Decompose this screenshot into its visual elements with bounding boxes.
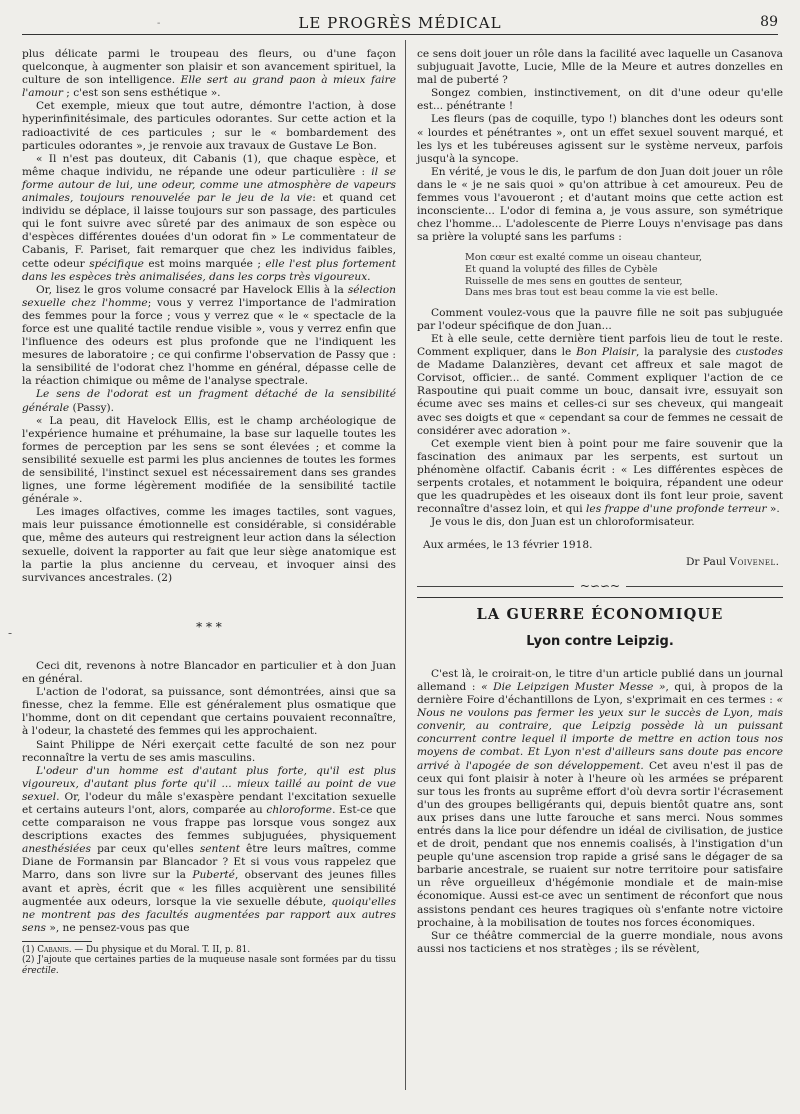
- paragraph: C'est là, le croirait-on, le titre d'un article publié dans un journal allemand : « Die Leipzigen Muster Messe », qui, à propos de la dernière Foire d'échantillons de Lyon, s'exprimait en ces termes : « Nous ne voulons pas fermer les yeux sur le succès de Lyon, mais convenir, au contraire, que Leipzig possède là un puissant concurrent contre lequel il importe de mettre en action tous nos moyens de combat. Et Lyon n'est d'ailleurs sans doute pas encore arrivé à l'apogée de son développement. Cet aveu n'est il pas de ceux qui font plaisir à noter à l'heure où les armées se préparent sur tous les fronts au suprême effort d'où devra sortir l'écrasement d'un des groupes belligérants qui, depuis bientôt quatre ans, sont aux prises dans une lutte farouche et sans merci. Nous sommes entrés dans la lice pour défendre un idéal de civilisation, de justice et de droit, pendant que nos ennemis coalisés, à l'instigation d'un peuple qu'une ascension trop rapide a grisé sans le dégager de sa barbarie ancestrale, se ruaient sur notre territoire pour satisfaire un rêve orgueilleux d'hégémonie mondiale et de main-mise économique. Aussi est-ce avec un sentiment de réconfort que nous assistons pendant ces heures tragiques où s'enfante notre victoire prochaine, à la mobilisation de toutes nos forces économiques.: [417, 667, 783, 929]
- poem-line: Dans mes bras tout est beau comme la vie est belle.: [465, 287, 719, 299]
- poem-line: Ruisselle de mes sens en gouttes de senteur,: [465, 275, 683, 287]
- column-divider: [405, 40, 406, 1090]
- right-column: [417, 48, 783, 956]
- page-number: 89: [760, 14, 778, 30]
- paragraph: Or, lisez le gros volume consacré par Havelock Ellis à la sélection sexuelle chez l'homme; vous y verrez l'importance de l'admiration des femmes pour la force ; vous y verrez que « le « spectacle de la force est une qualité tactile rendue visible », vous y verrez enfin que l'influence des odeurs est plus profonde que ne l'indiquent les mesures de laboratoire ; ce qui confirme l'observation de Passy que : la sensibilité de l'odorat chez l'homme en général, dépasse celle de la réaction chimique ou même de l'analyse spectrale.: [22, 283, 396, 388]
- article-title: Lyon contre Leipzig.: [526, 633, 674, 649]
- section-title: LA GUERRE ÉCONOMIQUE: [476, 605, 724, 623]
- section-stars: * * *: [196, 619, 222, 634]
- paragraph: « Il n'est pas douteux, dit Cabanis (1), que chaque espèce, et même chaque individu, ne répande une odeur particulière : il se forme autour de lui, une odeur, comme une atmosphère de vapeurs animales, toujours renouvelée par le jeu de la vie: et quand cet individu se déplace, il laisse toujours sur son passage, des particules qui le font suivre avec sûreté par des animaux de son espèce ou d'espèces différentes douées d'un odorat fin » Le commentateur de Cabanis, F. Pariset, fait remarquer que chez les individus faibles, cette odeur spécifique est moins marquée ; elle l'est plus fortement dans les espèces très animalisées, dans les corps très vigoureux.: [22, 152, 396, 283]
- divider-line-right: [626, 586, 783, 587]
- poem-line: Mon cœur est exalté comme un oiseau chanteur,: [465, 252, 703, 264]
- paragraph: Ceci dit, revenons à notre Blancador en particulier et à don Juan en général.: [22, 659, 396, 686]
- footnote-1: (1) Cabanis. — Du physique et du Moral. T. II, p. 81.: [22, 944, 251, 955]
- journal-title: LE PROGRÈS MÉDICAL: [298, 14, 502, 32]
- paragraph: Cet exemple, mieux que tout autre, démontre l'action, à dose hyperinfinitésimale, des particules odorantes. Sur cette action et la radioactivité de ces particules ; sur le « bombardement des particules odorantes », je renvoie aux travaux de Gustave Le Bon.: [22, 100, 396, 152]
- header-rule: [22, 34, 778, 35]
- poem-line: Et quand la volupté des filles de Cybèle: [465, 264, 658, 275]
- divider-line-left: [417, 586, 574, 587]
- page-header: [22, 10, 778, 32]
- paragraph: Le sens de l'odorat est un fragment détaché de la sensibilité générale (Passy).: [22, 388, 396, 414]
- stray-mark: -: [8, 625, 13, 640]
- print-mark: -: [157, 18, 161, 29]
- ornament-divider: [417, 580, 783, 593]
- left-column: [8, 48, 397, 976]
- paragraph: plus délicate parmi le troupeau des fleurs, ou d'une façon quelconque, à augmenter son plaisir et son avancement spirituel, la culture de son intelligence. Elle sert au grand paon à mieux faire l'amour ; c'est son sens esthétique ».: [22, 48, 396, 100]
- signature: Dr Paul Voivenel.: [685, 556, 779, 569]
- poem-quote: [465, 252, 783, 298]
- paragraph: Et à elle seule, cette dernière tient parfois lieu de tout le reste. Comment expliquer, dans le Bon Plaisir, la paralysie des custodes de Madame Dalanzières, devant cet affreux et sale magot de Corvisot, officier... de santé. Comment expliquer l'action de ce Raspoutine qui puait comme un bouc, dansait ivre, essuyait son écume avec ses mains et celles-ci sur ses cheveux, qui mangeait avec ses doigts et que « cependant sa cour de femmes ne cessait de considérer avec adoration ».: [417, 332, 784, 437]
- paragraph: L'odeur d'un homme est d'autant plus forte, qu'il est plus vigoureux, d'autant plus forte qu'il ... mieux taillé au point de vue sexuel. Or, l'odeur du mâle s'exaspère pendant l'excitation sexuelle et certains auteurs l'ont, alors, comparée au chloroforme. Est-ce que cette comparaison ne vous frappe pas lorsque vous songez aux descriptions exactes des femmes subjuguées, physiquement anesthésiées par ceux qu'elles sentent être leurs maîtres, comme Diane de Formansin par Blancador ? Et si vous vous rappelez que Marro, dans son livre sur la Puberté, observant des jeunes filles avant et après, écrit que « les filles acquièrent une sensibilité augmentée aux odeurs, lorsque la vie sexuelle débute, quoiqu'elles ne montrent pas des facultés augmentées par rapport aux autres sens », ne pensez-vous pas que: [22, 764, 397, 934]
- paragraph: Songez combien, instinctivement, on dit d'une odeur qu'elle est... pénétrante !: [417, 87, 783, 113]
- paragraph: Les fleurs (pas de coquille, typo !) blanches dont les odeurs sont « lourdes et pénétrantes », ont un effet sexuel souvent marqué, et les lys et les tubéreuses agissent sur le système nerveux, parfois jusqu'à la syncope.: [417, 113, 783, 165]
- dateline: Aux armées, le 13 février 1918.: [423, 539, 593, 552]
- section-rule: [417, 597, 783, 598]
- paragraph: Sur ce théâtre commercial de la guerre mondiale, nous avons aussi nos tacticiens et nos stratèges ; ils se révèlent,: [417, 929, 783, 955]
- paragraph: En vérité, je vous le dis, le parfum de don Juan doit jouer un rôle dans le « je ne sais quoi » qu'on attribue à cet amoureux. Peu de femmes vous l'avoueront ; et d'autant moins que cette action est inconsciente... L'odor di femina a, je vous assure, son symétrique chez l'homme... L'adolescente de Pierre Louys n'envisage pas dans sa prière la volupté sans les parfums :: [417, 165, 783, 244]
- footnote-rule: [22, 941, 92, 942]
- paragraph: « La peau, dit Havelock Ellis, est le champ archéologique de l'expérience humaine et préhumaine, la base sur laquelle toutes les formes de perception par les sens se sont élevées ; et comme la sensibilité sexuelle est parmi les plus anciennes de toutes les formes de sensibilité, l'instinct sexuel est nécessairement dans ses grandes lignes, une forme légèrement modifiée de la sensibilité tactile générale ».: [22, 414, 396, 506]
- paragraph: Les images olfactives, comme les images tactiles, sont vagues, mais leur puissance émotionnelle est considérable, si considérable que, même des auteurs qui restreignent leur action dans la sélection sexuelle, doivent la rapporter au fait que leur siège anatomique est la partie la plus ancienne du cerveau, et invoquer ainsi des survivances ancestrales. (2): [22, 506, 396, 584]
- footnote-2: (2) J'ajoute que certaines parties de la muqueuse nasale sont formées par du tissu érectile.: [22, 955, 396, 976]
- paragraph: L'action de l'odorat, sa puissance, sont démontrées, ainsi que sa finesse, chez la femme. Elle est généralement plus osmatique que l'homme, dont on dit cependant que certains pouvaient reconnaître, à l'odeur, la chasteté des femmes qui les approchaient.: [22, 686, 396, 738]
- paragraph: Comment voulez-vous que la pauvre fille ne soit pas subjuguée par l'odeur spécifique de don Juan...: [417, 306, 783, 332]
- paragraph: Cet exemple vient bien à point pour me faire souvenir que la fascination des animaux par les serpents, est surtout un phénomène olfactif. Cabanis écrit : « Les différentes espèces de serpents crotales, et notamment le boiquira, répandent une odeur que les quadrupèdes et les oiseaux dont ils font leur proie, savent reconnaître d'assez loin, et qui les frappe d'une profonde terreur ».: [417, 437, 783, 516]
- paragraph: Je vous le dis, don Juan est un chloroformisateur.: [431, 516, 695, 529]
- divider-ornament: ~∽∽~: [579, 578, 621, 593]
- paragraph: Saint Philippe de Néri exerçait cette faculté de son nez pour reconnaître la vertu de ses amis masculins.: [22, 738, 396, 764]
- paragraph: ce sens doit jouer un rôle dans la facilité avec laquelle un Casanova subjuguait Javotte, Lucie, Mlle de la Meure et autres donzelles en mal de puberté ?: [417, 48, 783, 87]
